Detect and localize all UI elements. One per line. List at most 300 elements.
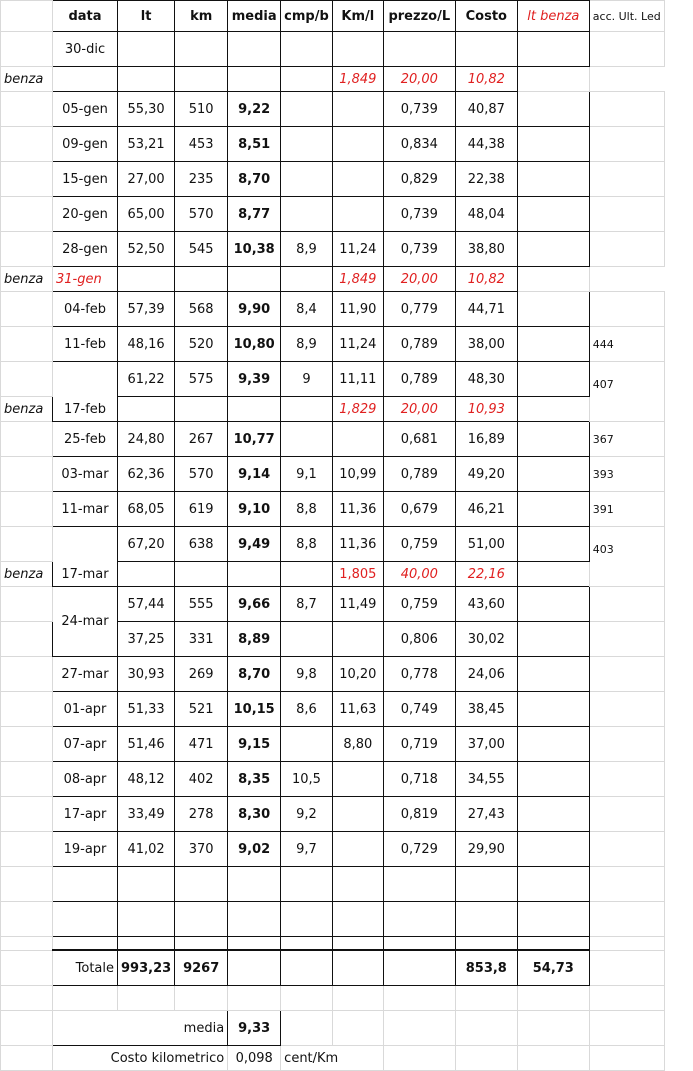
header-costo[interactable]: Costo — [455, 1, 517, 32]
cmp-cell[interactable] — [281, 622, 333, 657]
empty-cell[interactable] — [455, 867, 517, 902]
acc-cell[interactable] — [589, 197, 664, 232]
empty-cell[interactable] — [175, 902, 228, 937]
kml-cell[interactable] — [332, 622, 383, 657]
prezzo-cell[interactable]: 0,679 — [383, 492, 455, 527]
total-costo[interactable]: 853,8 — [455, 950, 517, 986]
empty-cell[interactable] — [332, 937, 383, 951]
media-cell[interactable]: 8,35 — [228, 762, 281, 797]
prezzo-cell[interactable]: 0,834 — [383, 127, 455, 162]
side-cell[interactable] — [1, 762, 53, 797]
side-cell[interactable] — [1, 587, 53, 622]
media-cell[interactable]: 10,38 — [228, 232, 281, 267]
side-cell[interactable] — [1, 127, 53, 162]
side-cell[interactable] — [1, 327, 53, 362]
refuel-prezzo[interactable]: 1,829 — [332, 397, 383, 422]
prezzo-cell[interactable]: 0,779 — [383, 292, 455, 327]
lt-cell[interactable]: 48,16 — [118, 327, 175, 362]
acc-cell[interactable] — [517, 267, 589, 292]
lt-cell[interactable]: 41,02 — [118, 832, 175, 867]
side-cell[interactable] — [1, 937, 53, 951]
km-cell[interactable]: 568 — [175, 292, 228, 327]
side-cell[interactable] — [1, 422, 53, 457]
side-cell[interactable] — [1, 162, 53, 197]
costo-cell[interactable]: 29,90 — [455, 832, 517, 867]
cmp-cell[interactable]: 9,8 — [281, 657, 333, 692]
date-cell[interactable]: 27-mar — [53, 657, 118, 692]
cmp-cell[interactable]: 8,8 — [281, 492, 333, 527]
side-cell[interactable] — [1, 527, 53, 562]
side-cell[interactable] — [1, 832, 53, 867]
lt-cell[interactable]: 57,44 — [118, 587, 175, 622]
km-cell[interactable]: 235 — [175, 162, 228, 197]
summary-media-value[interactable]: 9,33 — [228, 1011, 281, 1046]
costo-cell[interactable]: 38,00 — [455, 327, 517, 362]
kml-cell[interactable]: 8,80 — [332, 727, 383, 762]
acc-cell[interactable] — [589, 937, 664, 951]
empty-cell[interactable] — [517, 937, 589, 951]
empty-cell[interactable] — [281, 397, 333, 422]
refuel-costo[interactable]: 20,00 — [383, 67, 455, 92]
header-lt[interactable]: lt — [118, 1, 175, 32]
km-cell[interactable]: 370 — [175, 832, 228, 867]
empty-cell[interactable] — [383, 986, 455, 1011]
kml-cell[interactable] — [332, 797, 383, 832]
kml-cell[interactable]: 11,36 — [332, 527, 383, 562]
empty-cell[interactable] — [118, 397, 175, 422]
km-cell[interactable]: 331 — [175, 622, 228, 657]
km-cell[interactable]: 510 — [175, 92, 228, 127]
km-cell[interactable]: 575 — [175, 362, 228, 397]
empty-cell[interactable] — [455, 902, 517, 937]
cmp-cell[interactable]: 8,7 — [281, 587, 333, 622]
date-cell[interactable]: 25-feb — [53, 422, 118, 457]
empty-cell[interactable] — [175, 937, 228, 951]
media-cell[interactable]: 8,77 — [228, 197, 281, 232]
refuel-prezzo[interactable]: 1,849 — [332, 267, 383, 292]
header-cmp[interactable]: cmp/b — [281, 1, 333, 32]
media-cell[interactable]: 8,30 — [228, 797, 281, 832]
empty-cell[interactable] — [281, 1011, 333, 1046]
empty-cell[interactable] — [175, 562, 228, 587]
acc-cell[interactable] — [589, 762, 664, 797]
header-media[interactable]: media — [228, 1, 281, 32]
prezzo-cell[interactable]: 0,819 — [383, 797, 455, 832]
empty-cell[interactable] — [228, 67, 281, 92]
empty-cell[interactable] — [383, 937, 455, 951]
empty-cell[interactable] — [517, 127, 589, 162]
date-cell[interactable]: 09-gen — [53, 127, 118, 162]
cmp-cell[interactable]: 8,4 — [281, 292, 333, 327]
costo-cell[interactable]: 37,00 — [455, 727, 517, 762]
empty-cell[interactable] — [517, 692, 589, 727]
acc-cell[interactable] — [589, 867, 664, 902]
empty-cell[interactable] — [281, 950, 333, 986]
cmp-cell[interactable]: 9,7 — [281, 832, 333, 867]
date-cell[interactable]: 03-mar — [53, 457, 118, 492]
media-cell[interactable]: 8,70 — [228, 162, 281, 197]
empty-cell[interactable] — [517, 657, 589, 692]
header-kml[interactable]: Km/l — [332, 1, 383, 32]
empty-cell[interactable] — [383, 950, 455, 986]
empty-cell[interactable] — [332, 867, 383, 902]
prezzo-cell[interactable]: 0,739 — [383, 232, 455, 267]
lt-cell[interactable]: 30,93 — [118, 657, 175, 692]
acc-cell[interactable] — [589, 587, 664, 622]
acc-cell[interactable] — [589, 127, 664, 162]
lt-cell[interactable]: 62,36 — [118, 457, 175, 492]
refuel-costo[interactable]: 20,00 — [383, 397, 455, 422]
media-cell[interactable]: 8,89 — [228, 622, 281, 657]
acc-cell[interactable] — [589, 162, 664, 197]
empty-cell[interactable] — [281, 902, 333, 937]
empty-cell[interactable] — [383, 1046, 455, 1071]
acc-cell[interactable]: 444 — [589, 327, 664, 362]
empty-cell[interactable] — [383, 867, 455, 902]
km-cell[interactable]: 471 — [175, 727, 228, 762]
date-cell[interactable]: 17-feb — [53, 362, 118, 422]
prezzo-cell[interactable]: 0,778 — [383, 657, 455, 692]
date-cell[interactable]: 07-apr — [53, 727, 118, 762]
media-cell[interactable]: 9,10 — [228, 492, 281, 527]
refuel-costo[interactable]: 20,00 — [383, 267, 455, 292]
costo-cell[interactable]: 44,38 — [455, 127, 517, 162]
acc-cell[interactable] — [589, 232, 664, 267]
refuel-lt[interactable]: 22,16 — [455, 562, 517, 587]
media-cell[interactable]: 9,14 — [228, 457, 281, 492]
cmp-cell[interactable]: 9,2 — [281, 797, 333, 832]
side-cell[interactable] — [1, 727, 53, 762]
empty-cell[interactable] — [175, 397, 228, 422]
empty-cell[interactable] — [118, 267, 175, 292]
refuel-costo[interactable]: 40,00 — [383, 562, 455, 587]
side-cell[interactable] — [1, 32, 53, 67]
cmp-cell[interactable] — [281, 92, 333, 127]
empty-cell[interactable] — [118, 867, 175, 902]
acc-cell[interactable]: 367 — [589, 422, 664, 457]
empty-cell[interactable] — [517, 1011, 589, 1046]
date-cell[interactable]: 19-apr — [53, 832, 118, 867]
empty-cell[interactable] — [281, 937, 333, 951]
acc-cell[interactable] — [589, 32, 664, 67]
acc-cell[interactable] — [589, 797, 664, 832]
empty-cell[interactable] — [228, 32, 281, 67]
empty-cell[interactable] — [517, 727, 589, 762]
prezzo-cell[interactable]: 0,789 — [383, 327, 455, 362]
acc-cell[interactable]: 393 — [589, 457, 664, 492]
acc-cell[interactable] — [589, 692, 664, 727]
empty-cell[interactable] — [118, 67, 175, 92]
empty-cell[interactable] — [517, 622, 589, 657]
empty-cell[interactable] — [228, 867, 281, 902]
refuel-lt[interactable]: 10,82 — [455, 267, 517, 292]
empty-cell[interactable] — [455, 986, 517, 1011]
total-lt[interactable]: 993,23 — [118, 950, 175, 986]
costo-cell[interactable]: 44,71 — [455, 292, 517, 327]
empty-cell[interactable] — [517, 292, 589, 327]
empty-cell[interactable] — [517, 362, 589, 397]
date-cell[interactable]: 04-feb — [53, 292, 118, 327]
refuel-lt[interactable]: 10,82 — [455, 67, 517, 92]
media-cell[interactable]: 9,66 — [228, 587, 281, 622]
lt-cell[interactable]: 52,50 — [118, 232, 175, 267]
header-data[interactable]: data — [53, 1, 118, 32]
prezzo-cell[interactable]: 0,739 — [383, 92, 455, 127]
acc-cell[interactable] — [589, 292, 664, 327]
summary-media-label[interactable]: media — [53, 1011, 228, 1046]
media-cell[interactable]: 9,90 — [228, 292, 281, 327]
prezzo-cell[interactable]: 0,749 — [383, 692, 455, 727]
kml-cell[interactable] — [332, 162, 383, 197]
cmp-cell[interactable]: 8,9 — [281, 232, 333, 267]
acc-cell[interactable] — [589, 92, 664, 127]
kml-cell[interactable]: 10,99 — [332, 457, 383, 492]
side-cell[interactable] — [1, 292, 53, 327]
side-label[interactable]: benza — [1, 67, 53, 92]
empty-cell[interactable] — [517, 197, 589, 232]
empty-cell[interactable] — [175, 267, 228, 292]
empty-cell[interactable] — [118, 937, 175, 951]
empty-cell[interactable] — [517, 492, 589, 527]
media-cell[interactable]: 10,15 — [228, 692, 281, 727]
lt-cell[interactable]: 24,80 — [118, 422, 175, 457]
prezzo-cell[interactable]: 0,806 — [383, 622, 455, 657]
empty-cell[interactable] — [228, 937, 281, 951]
media-cell[interactable]: 9,22 — [228, 92, 281, 127]
costo-km-unit[interactable]: cent/Km — [281, 1046, 384, 1071]
date-cell[interactable]: 15-gen — [53, 162, 118, 197]
costo-cell[interactable]: 24,06 — [455, 657, 517, 692]
cmp-cell[interactable]: 8,8 — [281, 527, 333, 562]
empty-cell[interactable] — [281, 562, 333, 587]
header-km[interactable]: km — [175, 1, 228, 32]
acc-cell[interactable] — [589, 727, 664, 762]
prezzo-cell[interactable]: 0,739 — [383, 197, 455, 232]
costo-cell[interactable]: 46,21 — [455, 492, 517, 527]
kml-cell[interactable] — [332, 92, 383, 127]
costo-cell[interactable]: 48,04 — [455, 197, 517, 232]
empty-cell[interactable] — [1, 986, 53, 1011]
km-cell[interactable]: 402 — [175, 762, 228, 797]
lt-cell[interactable]: 48,12 — [118, 762, 175, 797]
empty-cell[interactable] — [517, 832, 589, 867]
cmp-cell[interactable]: 8,6 — [281, 692, 333, 727]
costo-cell[interactable]: 38,45 — [455, 692, 517, 727]
lt-cell[interactable]: 67,20 — [118, 527, 175, 562]
kml-cell[interactable]: 11,90 — [332, 292, 383, 327]
empty-cell[interactable] — [517, 162, 589, 197]
prezzo-cell[interactable]: 0,681 — [383, 422, 455, 457]
kml-cell[interactable] — [332, 422, 383, 457]
cmp-cell[interactable] — [281, 422, 333, 457]
prezzo-cell[interactable]: 0,789 — [383, 362, 455, 397]
media-cell[interactable]: 8,70 — [228, 657, 281, 692]
side-cell[interactable] — [1, 657, 53, 692]
km-cell[interactable]: 267 — [175, 422, 228, 457]
km-cell[interactable]: 521 — [175, 692, 228, 727]
lt-cell[interactable]: 33,49 — [118, 797, 175, 832]
total-km[interactable]: 9267 — [175, 950, 228, 986]
kml-cell[interactable]: 11,63 — [332, 692, 383, 727]
costo-cell[interactable]: 48,30 — [455, 362, 517, 397]
side-cell[interactable] — [1, 622, 53, 657]
costo-cell[interactable]: 22,38 — [455, 162, 517, 197]
empty-cell[interactable] — [383, 32, 455, 67]
acc-cell[interactable]: 403 — [589, 527, 664, 587]
prezzo-cell[interactable]: 0,789 — [383, 457, 455, 492]
empty-cell[interactable] — [281, 67, 333, 92]
date-cell[interactable]: 11-feb — [53, 327, 118, 362]
date-cell[interactable]: 01-apr — [53, 692, 118, 727]
empty-cell[interactable] — [455, 1011, 517, 1046]
cmp-cell[interactable] — [281, 127, 333, 162]
total-lt-benza[interactable]: 54,73 — [517, 950, 589, 986]
cmp-cell[interactable]: 9 — [281, 362, 333, 397]
date-cell[interactable]: 17-apr — [53, 797, 118, 832]
prezzo-cell[interactable]: 0,759 — [383, 587, 455, 622]
empty-cell[interactable] — [332, 32, 383, 67]
acc-cell[interactable] — [589, 832, 664, 867]
refuel-date[interactable] — [53, 67, 118, 92]
lt-cell[interactable]: 51,46 — [118, 727, 175, 762]
date-cell[interactable]: 24-mar — [53, 587, 118, 657]
kml-cell[interactable]: 11,11 — [332, 362, 383, 397]
kml-cell[interactable] — [332, 197, 383, 232]
media-cell[interactable]: 9,49 — [228, 527, 281, 562]
empty-cell[interactable] — [228, 562, 281, 587]
empty-cell[interactable] — [118, 902, 175, 937]
costo-cell[interactable]: 49,20 — [455, 457, 517, 492]
km-cell[interactable]: 570 — [175, 457, 228, 492]
empty-cell[interactable] — [332, 986, 383, 1011]
side-cell[interactable] — [1, 692, 53, 727]
empty-cell[interactable] — [118, 32, 175, 67]
acc-cell[interactable]: 391 — [589, 492, 664, 527]
empty-cell[interactable] — [228, 950, 281, 986]
empty-cell[interactable] — [281, 867, 333, 902]
km-cell[interactable]: 520 — [175, 327, 228, 362]
empty-cell[interactable] — [175, 986, 228, 1011]
kml-cell[interactable]: 10,20 — [332, 657, 383, 692]
empty-cell[interactable] — [517, 457, 589, 492]
side-cell[interactable] — [1, 867, 53, 902]
side-cell[interactable] — [1, 232, 53, 267]
empty-cell[interactable] — [589, 1046, 664, 1071]
costo-cell[interactable]: 27,43 — [455, 797, 517, 832]
refuel-prezzo[interactable]: 1,849 — [332, 67, 383, 92]
lt-cell[interactable]: 37,25 — [118, 622, 175, 657]
empty-cell[interactable] — [281, 267, 333, 292]
empty-cell[interactable] — [175, 32, 228, 67]
side-cell[interactable] — [1, 197, 53, 232]
cmp-cell[interactable]: 9,1 — [281, 457, 333, 492]
side-cell[interactable] — [1, 950, 53, 986]
media-cell[interactable]: 9,39 — [228, 362, 281, 397]
side-cell[interactable] — [1, 1011, 53, 1046]
side-cell[interactable] — [1, 92, 53, 127]
kml-cell[interactable]: 11,24 — [332, 327, 383, 362]
km-cell[interactable]: 570 — [175, 197, 228, 232]
empty-cell[interactable] — [517, 32, 589, 67]
totals-label[interactable]: Totale — [53, 950, 118, 986]
km-cell[interactable]: 453 — [175, 127, 228, 162]
kml-cell[interactable] — [332, 127, 383, 162]
costo-cell[interactable]: 30,02 — [455, 622, 517, 657]
media-cell[interactable]: 9,15 — [228, 727, 281, 762]
kml-cell[interactable]: 11,24 — [332, 232, 383, 267]
header-prezzo[interactable]: prezzo/L — [383, 1, 455, 32]
cmp-cell[interactable] — [281, 162, 333, 197]
empty-cell[interactable] — [53, 867, 118, 902]
kml-cell[interactable]: 11,49 — [332, 587, 383, 622]
costo-km-label[interactable]: Costo kilometrico — [53, 1046, 228, 1071]
media-cell[interactable]: 8,51 — [228, 127, 281, 162]
lt-cell[interactable]: 65,00 — [118, 197, 175, 232]
prezzo-cell[interactable]: 0,718 — [383, 762, 455, 797]
empty-cell[interactable] — [175, 67, 228, 92]
date-cell[interactable]: 08-apr — [53, 762, 118, 797]
costo-cell[interactable]: 38,80 — [455, 232, 517, 267]
costo-cell[interactable]: 40,87 — [455, 92, 517, 127]
empty-cell[interactable] — [455, 937, 517, 951]
prezzo-cell[interactable]: 0,719 — [383, 727, 455, 762]
empty-cell[interactable] — [53, 937, 118, 951]
acc-cell[interactable] — [589, 902, 664, 937]
empty-cell[interactable] — [517, 527, 589, 562]
costo-cell[interactable]: 16,89 — [455, 422, 517, 457]
acc-cell[interactable] — [517, 67, 589, 92]
empty-cell[interactable] — [383, 1011, 455, 1046]
acc-cell[interactable]: 407 — [589, 362, 664, 422]
empty-cell[interactable] — [589, 986, 664, 1011]
empty-cell[interactable] — [118, 562, 175, 587]
km-cell[interactable]: 555 — [175, 587, 228, 622]
empty-cell[interactable] — [332, 1011, 383, 1046]
empty-cell[interactable] — [517, 1046, 589, 1071]
media-cell[interactable]: 10,80 — [228, 327, 281, 362]
km-cell[interactable]: 619 — [175, 492, 228, 527]
empty-cell[interactable] — [517, 902, 589, 937]
side-label[interactable]: benza — [1, 267, 53, 292]
lt-cell[interactable]: 27,00 — [118, 162, 175, 197]
lt-cell[interactable]: 51,33 — [118, 692, 175, 727]
side-label[interactable]: benza — [1, 397, 53, 422]
empty-cell[interactable] — [332, 902, 383, 937]
kml-cell[interactable] — [332, 762, 383, 797]
side-label[interactable]: benza — [1, 562, 53, 587]
costo-cell[interactable]: 34,55 — [455, 762, 517, 797]
empty-cell[interactable] — [517, 867, 589, 902]
refuel-prezzo[interactable]: 1,805 — [332, 562, 383, 587]
header-acc[interactable]: acc. Ult. Led — [589, 1, 664, 32]
empty-cell[interactable] — [517, 762, 589, 797]
empty-cell[interactable] — [281, 986, 333, 1011]
km-cell[interactable]: 638 — [175, 527, 228, 562]
empty-cell[interactable] — [175, 867, 228, 902]
kml-cell[interactable]: 11,36 — [332, 492, 383, 527]
date-cell[interactable]: 17-mar — [53, 527, 118, 587]
lt-cell[interactable]: 57,39 — [118, 292, 175, 327]
prezzo-cell[interactable]: 0,829 — [383, 162, 455, 197]
date-cell[interactable]: 11-mar — [53, 492, 118, 527]
empty-cell[interactable] — [53, 902, 118, 937]
empty-cell[interactable] — [517, 92, 589, 127]
empty-cell[interactable] — [228, 986, 281, 1011]
km-cell[interactable]: 269 — [175, 657, 228, 692]
prezzo-cell[interactable]: 0,759 — [383, 527, 455, 562]
date-cell[interactable]: 20-gen — [53, 197, 118, 232]
empty-cell[interactable] — [332, 950, 383, 986]
